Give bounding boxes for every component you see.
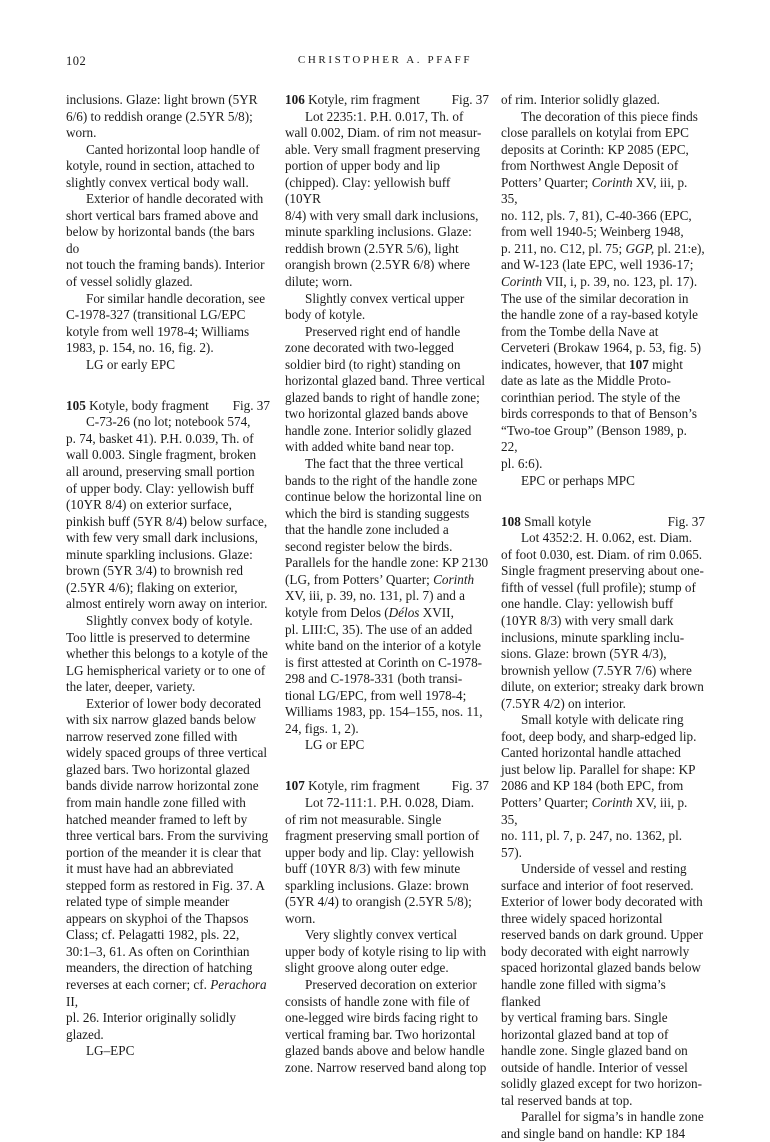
text-line: Parallels for the handle zone: KP 2130: [285, 555, 489, 571]
text-line: of foot 0.030, est. Diam. of rim 0.065.: [501, 546, 703, 562]
text-line: Lot 4352:2. H. 0.062, est. Diam.: [521, 530, 693, 546]
text-line: Canted horizontal handle attached: [501, 745, 681, 761]
text-line: body decorated with eight narrowly: [501, 943, 690, 959]
entry-title: Kotyle, body fragment: [89, 397, 209, 413]
text-line: vertical framing bar. Two horizontal: [285, 1026, 476, 1042]
text-line: with six narrow glazed bands below: [66, 712, 257, 728]
text-line: corinthian period. The style of the: [501, 389, 681, 405]
text-line: tional LG/EPC, from well 1978-4;: [285, 687, 467, 703]
text-line: Preserved decoration on exterior: [305, 976, 477, 992]
text-line: date as late as the Middle Proto-: [501, 373, 671, 389]
catalogue-number: 105: [66, 397, 86, 413]
text-line: surface and interior of foot reserved.: [501, 877, 694, 893]
text-line: consists of handle zone with file of: [285, 993, 470, 1009]
text-line: widely spaced groups of three vertical: [66, 745, 268, 761]
text-line: 8/4) with very small dark inclusions,: [285, 207, 479, 223]
text-line: zone decorated with two-legged: [285, 340, 454, 356]
text-line: kotyle from Delos (Délos XVII,: [285, 604, 454, 620]
entry-title: Small kotyle: [524, 513, 592, 529]
text-line: pl. 26. Interior originally solidly: [66, 1010, 236, 1026]
text-line: Lot 72-111:1. P.H. 0.028, Diam.: [305, 794, 474, 810]
figure-reference: Fig. 37: [451, 778, 489, 794]
text-line: tal reserved bands at top.: [501, 1092, 633, 1108]
figure-reference: Fig. 37: [667, 513, 705, 529]
catalogue-number: 106: [285, 92, 305, 107]
text-line: For similar handle decoration, see: [86, 290, 266, 306]
text-line: no. 111, pl. 7, p. 247, no. 1362, pl. 57).: [501, 828, 683, 860]
text-line: one handle. Clay: yellowish buff: [501, 596, 674, 612]
text-line: not touch the framing bands). Interior: [66, 257, 265, 273]
entry-heading-108: [501, 514, 705, 531]
text-line: pl. LIII:C, 35). The use of an added: [285, 621, 473, 637]
text-line: dilute, on exterior; streaky dark brown: [501, 679, 704, 695]
text-line: the later, deeper, variety.: [66, 679, 196, 695]
text-line: with few very small dark inclusions,: [66, 530, 258, 546]
text-line: whether this belongs to a kotyle of the: [66, 646, 268, 662]
text-line: handle zone. Single glazed band on: [501, 1043, 688, 1059]
entry-title: Kotyle, rim fragment: [308, 778, 420, 794]
figure-reference: Fig. 37: [232, 397, 270, 413]
text-line: of vessel solidly glazed.: [66, 274, 193, 290]
text-line: 6/6) to reddish orange (2.5YR 5/8);: [66, 108, 253, 124]
text-line: all around, preserving small portion: [66, 464, 255, 480]
text-line: slightly convex vertical body wall.: [66, 174, 249, 190]
text-line: reverses at each corner; cf. Perachora II,: [66, 976, 267, 1009]
text-line: 2086 and KP 184 (both EPC, from: [501, 778, 684, 794]
text-line: deposits at Corinth: KP 2085 (EPC,: [501, 141, 689, 157]
dating-line: LG or EPC: [305, 737, 365, 753]
text-line: XV, iii, p. 39, no. 131, pl. 7) and a: [285, 588, 465, 604]
text-line: horizontal glazed band. Three vertical: [285, 373, 486, 389]
text-line: slight groove along outer edge.: [285, 960, 449, 976]
text-line: solidly glazed except for two horizon-: [501, 1076, 703, 1092]
text-line: meanders, the direction of hatching: [66, 960, 253, 976]
text-line: Williams 1983, pp. 154–155, nos. 11,: [285, 704, 483, 720]
text-line: The decoration of this piece finds: [521, 108, 698, 124]
text-line: glazed.: [66, 1026, 104, 1042]
text-line: upper body and lip. Clay: yellowish: [285, 844, 474, 860]
text-line: narrow reserved zone filled with: [66, 728, 238, 744]
text-line: (chipped). Clay: yellowish buff (10YR: [285, 174, 451, 207]
text-line: Parallel for sigma’s in handle zone: [521, 1109, 704, 1125]
catalogue-number: 107: [285, 778, 305, 794]
text-line: Single fragment preserving about one-: [501, 563, 704, 579]
text-line: Potters’ Quarter; Corinth XV, iii, p. 35,: [501, 174, 688, 207]
page-number: 102: [66, 54, 87, 68]
text-line: p. 74, basket 41). P.H. 0.039, Th. of: [66, 430, 254, 446]
text-line: which the bird is standing suggests: [285, 505, 470, 521]
text-line: Lot 2235:1. P.H. 0.017, Th. of: [305, 108, 464, 124]
text-line: from Northwest Angle Deposit of: [501, 158, 679, 174]
text-line: bands to the right of the handle zone: [285, 472, 478, 488]
text-line: outside of handle. Interior of vessel: [501, 1059, 688, 1075]
text-line: and single band on handle: KP 184: [501, 1125, 686, 1141]
text-line: of rim not measurable. Single: [285, 811, 442, 827]
text-line: bands divide narrow horizontal zone: [66, 778, 259, 794]
text-line: reddish brown (2.5YR 5/6), light: [285, 240, 459, 256]
text-line: 30:1–3, 61. As often on Corinthian: [66, 943, 250, 959]
text-line: (10YR 8/3) with very small dark: [501, 612, 674, 628]
text-line: the handle zone of a ray-based kotyle: [501, 307, 698, 323]
text-line: portion of the meander it is clear that: [66, 844, 262, 860]
text-line: kotyle, round in section, attached to: [66, 158, 255, 174]
text-line: sparkling inclusions. Glaze: brown: [285, 877, 469, 893]
text-line: soldier bird (to right) standing on: [285, 356, 461, 372]
text-line: indicates, however, that 107 might: [501, 356, 683, 372]
running-head: CHRISTOPHER A. PFAFF: [297, 54, 473, 66]
text-line: spaced horizontal glazed bands below: [501, 960, 701, 976]
text-line: 24, figs. 1, 2).: [285, 720, 359, 736]
text-line: with added white band near top.: [285, 439, 455, 455]
text-line: hatched meander framed to left by: [66, 811, 248, 827]
dating-line: LG or early EPC: [86, 356, 175, 372]
text-line: of upper body. Clay: yellowish buff: [66, 480, 254, 496]
text-line: buff (10YR 8/3) with few minute: [285, 861, 461, 877]
text-line: Very slightly convex vertical: [305, 927, 457, 943]
text-line: inclusions. Glaze: light brown (5YR: [66, 92, 258, 107]
text-line: Cerveteri (Brokaw 1964, p. 53, fig. 5): [501, 340, 701, 356]
text-line: wall 0.003. Single fragment, broken: [66, 447, 257, 463]
text-line: kotyle from well 1978-4; Williams: [66, 323, 250, 339]
text-line: worn.: [66, 125, 97, 141]
text-line: (LG, from Potters’ Quarter; Corinth: [285, 571, 475, 587]
text-line: appears on skyphoi of the Thapsos: [66, 910, 249, 926]
text-line: glazed bars. Two horizontal glazed: [66, 761, 250, 777]
text-line: second register below the birds.: [285, 538, 453, 554]
text-line: brown (5YR 3/4) to brownish red: [66, 563, 243, 579]
text-line: 298 and C-1978-331 (both transi-: [285, 671, 463, 687]
text-line: fragment preserving small portion of: [285, 828, 480, 844]
text-line: pinkish buff (5YR 8/4) below surface,: [66, 513, 268, 529]
text-line: horizontal glazed band at top of: [501, 1026, 669, 1042]
text-line: The use of the similar decoration in: [501, 290, 689, 306]
text-line: three vertical bars. From the surviving: [66, 828, 269, 844]
text-line: Canted horizontal loop handle of: [86, 141, 260, 157]
text-line: Underside of vessel and resting: [521, 861, 687, 877]
text-column-3: [501, 92, 705, 1142]
text-line: minute sparkling inclusions. Glaze:: [285, 224, 472, 240]
text-line: birds corresponds to that of Benson’s: [501, 406, 697, 422]
text-column-2: [285, 92, 489, 1076]
text-line: orangish brown (2.5YR 6/8) where: [285, 257, 470, 273]
entry-heading-107: [285, 778, 489, 795]
text-line: (2.5YR 4/6); flaking on exterior,: [66, 579, 238, 595]
text-line: continue below the horizontal line on: [285, 489, 482, 505]
text-line: The fact that the three vertical: [305, 456, 464, 472]
entry-heading-106: [285, 92, 489, 109]
text-line: reserved bands on dark ground. Upper: [501, 927, 704, 943]
text-line: (5YR 4/4) to orangish (2.5YR 5/8);: [285, 894, 472, 910]
text-line: worn.: [285, 910, 316, 926]
text-line: below by horizontal bands (the bars do: [66, 224, 255, 256]
text-line: Class; cf. Pelagatti 1982, pls. 22,: [66, 927, 240, 943]
text-line: no. 112, pls. 7, 81), C-40-366 (EPC,: [501, 207, 692, 223]
text-line: C-73-26 (no lot; notebook 574,: [86, 414, 251, 430]
text-line: p. 211, no. C12, pl. 75; GGP, pl. 21:e),: [501, 240, 705, 256]
text-line: brownish yellow (7.5YR 7/6) where: [501, 662, 692, 678]
text-line: almost entirely worn away on interior.: [66, 596, 268, 612]
text-line: from well 1940-5; Weinberg 1948,: [501, 224, 684, 240]
text-line: sions. Glaze: brown (5YR 4/3),: [501, 646, 667, 662]
text-line: “Two-toe Group” (Benson 1989, p. 22,: [501, 422, 687, 455]
entry-heading-105: [66, 398, 270, 415]
text-line: fifth of vessel (full profile); stump of: [501, 579, 696, 595]
text-line: of rim. Interior solidly glazed.: [501, 92, 660, 107]
text-line: C-1978-327 (transitional LG/EPC: [66, 307, 246, 323]
text-line: Exterior of lower body decorated: [86, 695, 262, 711]
text-line: is first attested at Corinth on C-1978-: [285, 654, 483, 670]
text-line: foot, deep body, and sharp-edged lip.: [501, 728, 697, 744]
dating-line: LG–EPC: [86, 1043, 135, 1059]
text-line: Exterior of handle decorated with: [86, 191, 264, 207]
text-line: white band on the interior of a kotyle: [285, 638, 481, 654]
text-line: upper body of kotyle rising to lip with: [285, 943, 487, 959]
text-line: body of kotyle.: [285, 307, 366, 323]
text-line: one-legged wire birds facing right to: [285, 1010, 478, 1026]
text-line: 1983, p. 154, no. 16, fig. 2).: [66, 340, 214, 356]
text-line: stepped form as restored in Fig. 37. A: [66, 877, 265, 893]
text-line: and W-123 (late EPC, well 1936-17;: [501, 257, 694, 273]
text-line: Preserved right end of handle: [305, 323, 461, 339]
text-line: pl. 6:6).: [501, 456, 543, 472]
text-line: (10YR 8/4) on exterior surface,: [66, 497, 232, 513]
text-line: just below lip. Parallel for shape: KP: [501, 761, 696, 777]
text-line: glazed bands to right of handle zone;: [285, 389, 480, 405]
text-line: able. Very small fragment preserving: [285, 141, 480, 157]
text-line: related type of simple meander: [66, 894, 230, 910]
text-line: portion of upper body and lip: [285, 158, 440, 174]
text-line: from the Tombe della Nave at: [501, 323, 659, 339]
text-line: inclusions, minute sparkling inclu-: [501, 629, 685, 645]
text-line: Too little is preserved to determine: [66, 629, 251, 645]
text-line: minute sparkling inclusions. Glaze:: [66, 546, 253, 562]
text-line: Potters’ Quarter; Corinth XV, iii, p. 35,: [501, 794, 688, 827]
entry-title: Kotyle, rim fragment: [308, 92, 420, 107]
text-line: from main handle zone filled with: [66, 794, 246, 810]
text-line: Slightly convex vertical upper: [305, 290, 465, 306]
text-line: wall 0.002, Diam. of rim not measur-: [285, 125, 482, 141]
text-line: close parallels on kotylai from EPC: [501, 125, 689, 141]
text-line: that the handle zone included a: [285, 522, 449, 538]
text-column-1: [66, 92, 270, 1060]
dating-line: EPC or perhaps MPC: [521, 472, 635, 488]
text-line: glazed bands above and below handle: [285, 1043, 485, 1059]
text-line: short vertical bars framed above and: [66, 207, 259, 223]
text-line: handle zone. Interior solidly glazed: [285, 422, 472, 438]
text-line: (7.5YR 4/2) on interior.: [501, 695, 626, 711]
figure-reference: Fig. 37: [451, 92, 489, 107]
text-line: by vertical framing bars. Single: [501, 1010, 668, 1026]
text-line: dilute; worn.: [285, 274, 353, 290]
text-line: Corinth VII, i, p. 39, no. 123, pl. 17).: [501, 274, 698, 290]
text-line: two horizontal glazed bands above: [285, 406, 469, 422]
text-line: Exterior of lower body decorated with: [501, 894, 703, 910]
text-line: three widely spaced horizontal: [501, 910, 663, 926]
page-header: [66, 54, 704, 72]
text-line: Slightly convex body of kotyle.: [86, 612, 253, 628]
text-line: Small kotyle with delicate ring: [521, 712, 684, 728]
text-line: it must have had an abbreviated: [66, 861, 234, 877]
catalogue-number: 108: [501, 513, 521, 529]
text-line: LG hemispherical variety or to one of: [66, 662, 266, 678]
text-line: handle zone filled with sigma’s flanked: [501, 976, 666, 1009]
text-line: zone. Narrow reserved band along top: [285, 1059, 487, 1075]
